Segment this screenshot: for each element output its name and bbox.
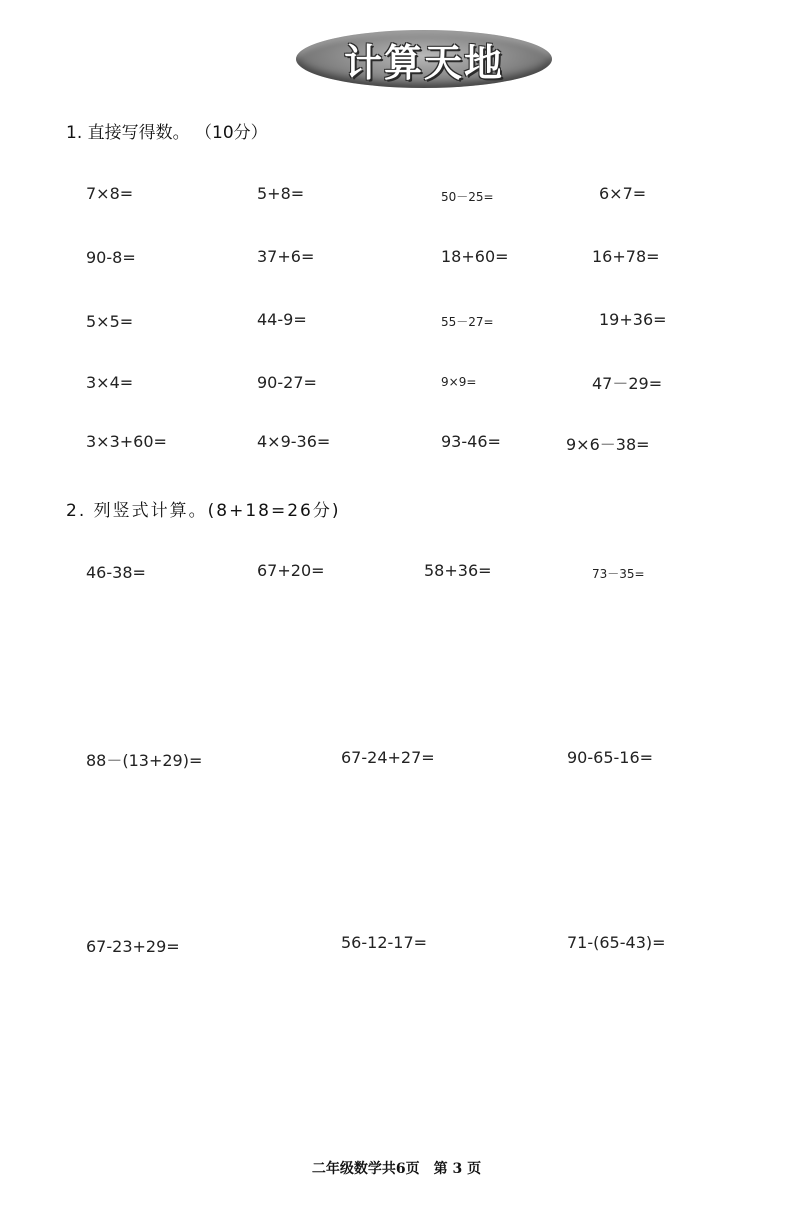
section-1-title: 1. 直接写得数。 （10分） <box>66 123 268 143</box>
problem-1-3: 50－25= <box>441 190 494 204</box>
page-footer: 二年级数学共6页 第 3 页 <box>311 1161 482 1177</box>
section-2-title: 2. 列竖式计算。(8+18=26分) <box>66 501 341 521</box>
problem-2-10: 71-(65-43)= <box>567 933 666 952</box>
problem-2-8: 67-23+29= <box>86 937 180 956</box>
problem-1-13: 3×4= <box>86 373 134 392</box>
problem-2-1: 46-38= <box>86 563 146 582</box>
problem-1-12: 19+36= <box>599 310 667 329</box>
problem-2-9: 56-12-17= <box>341 933 428 952</box>
problem-1-15: 9×9= <box>441 375 477 389</box>
problem-1-6: 37+6= <box>257 247 315 266</box>
problem-1-7: 18+60= <box>441 247 509 266</box>
problem-1-9: 5×5= <box>86 312 134 331</box>
problem-1-8: 16+78= <box>592 247 660 266</box>
problem-1-16: 47－29= <box>592 374 663 393</box>
problem-1-19: 93-46= <box>441 432 501 451</box>
problem-1-4: 6×7= <box>599 184 647 203</box>
problem-1-2: 5+8= <box>257 184 305 203</box>
problem-2-3: 58+36= <box>424 561 492 580</box>
problem-1-1: 7×8= <box>86 184 134 203</box>
problem-1-10: 44-9= <box>257 310 307 329</box>
problem-1-20: 9×6－38= <box>566 435 650 454</box>
page-title: 计算天地 <box>343 39 504 85</box>
problem-2-4: 73－35= <box>592 567 645 581</box>
problem-1-11: 55－27= <box>441 315 494 329</box>
problem-1-5: 90-8= <box>86 248 136 267</box>
problem-2-7: 90-65-16= <box>567 748 654 767</box>
problem-2-2: 67+20= <box>257 561 325 580</box>
problem-2-5: 88－(13+29)= <box>86 751 203 770</box>
problem-1-14: 90-27= <box>257 373 317 392</box>
problem-1-17: 3×3+60= <box>86 432 167 451</box>
problem-1-18: 4×9-36= <box>257 432 331 451</box>
problem-2-6: 67-24+27= <box>341 748 435 767</box>
